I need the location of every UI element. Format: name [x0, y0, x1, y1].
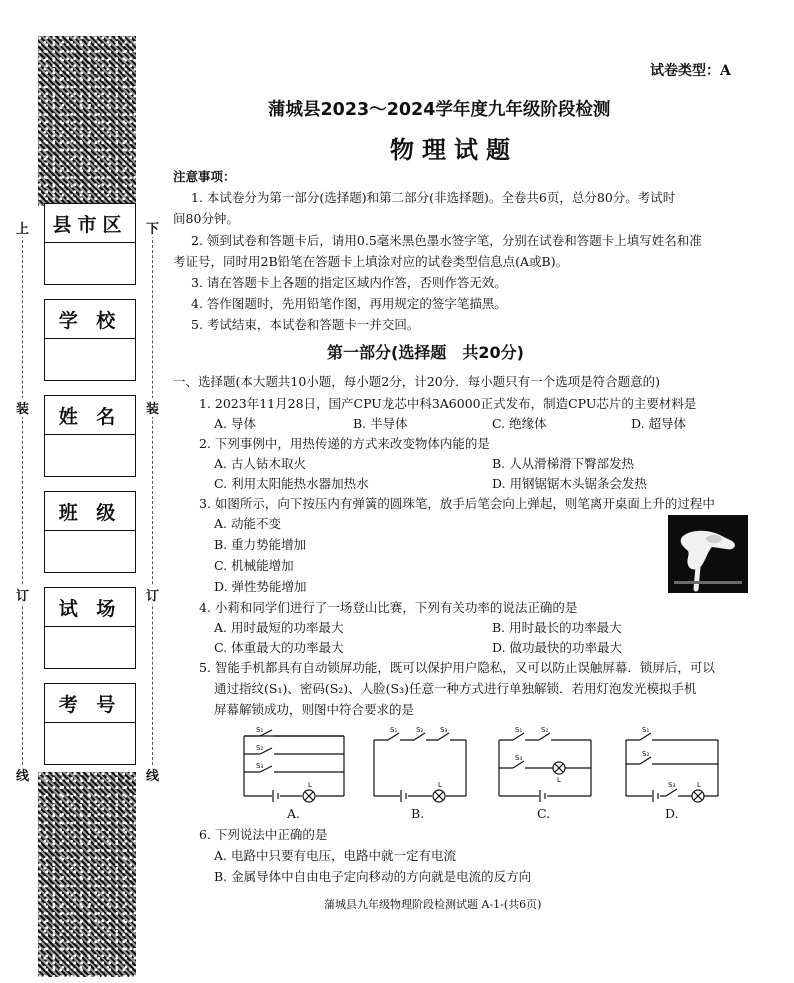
option: C. 绝缘体: [492, 416, 547, 431]
option: C. 机械能增加: [214, 558, 294, 573]
note-line: 5. 考试结束，本试卷和答题卡一并交回。: [191, 317, 420, 332]
option: C. 体重最大的功率最大: [214, 640, 344, 655]
pen-press-photo: [668, 515, 748, 593]
svg-text:L: L: [438, 781, 442, 789]
field-label: 班 级: [45, 492, 135, 531]
field-label: 试 场: [45, 588, 135, 627]
option: B. 人从滑梯滑下臀部发热: [492, 456, 635, 471]
side-char-left: 订: [16, 585, 29, 604]
question-4-stem: 4. 小莉和同学们进行了一场登山比赛，下列有关功率的说法正确的是: [199, 600, 578, 615]
svg-text:S₁: S₁: [642, 726, 650, 734]
binding-pattern-top: [38, 36, 136, 206]
note-line: 考证号，同时用2B铅笔在答题卡上填涂对应的试卷类型信息点(A或B)。: [173, 254, 569, 269]
svg-text:S₃: S₃: [668, 781, 676, 789]
binding-cut-line-left: [22, 230, 23, 770]
svg-text:L: L: [697, 781, 701, 789]
svg-text:S₂: S₂: [642, 750, 650, 758]
question-5-stem: 屏幕解锁成功，则图中符合要求的是: [214, 702, 415, 717]
option: A. 动能不变: [214, 516, 281, 531]
note-line: 2. 领到试卷和答题卡后，请用0.5毫米黑色墨水签字笔，分别在试卷和答题卡上填写姓名和准: [191, 233, 702, 248]
option: B. 用时最长的功率最大: [492, 620, 622, 635]
field-label: 学 校: [45, 300, 135, 339]
svg-text:S₂: S₂: [416, 726, 424, 734]
side-char-right: 订: [146, 585, 159, 604]
svg-text:S₃: S₃: [256, 762, 264, 770]
question-1-stem: 1. 2023年11月28日，国产CPU龙芯中科3A6000正式发布，制造CPU芯片的主要材料是: [199, 396, 697, 411]
option: A. 导体: [214, 416, 256, 431]
binding-cut-line-right: [152, 230, 153, 770]
option: A. 用时最短的功率最大: [214, 620, 344, 635]
option: A. 古人钻木取火: [214, 456, 306, 471]
circuit-b: [370, 728, 470, 803]
question-5-stem: 通过指纹(S₁)、密码(S₂)、人脸(S₃)任意一种方式进行单独解锁．若用灯泡发光模拟手机: [214, 681, 697, 696]
option: B. 半导体: [353, 416, 408, 431]
option: D. 做功最快的功率最大: [492, 640, 623, 655]
circuit-label: B.: [411, 806, 425, 821]
svg-text:S₂: S₂: [541, 726, 549, 734]
side-char-left: 线: [16, 765, 29, 784]
option: D. 用钢锯锯木头锯条会发热: [492, 476, 648, 491]
field-exam-number[interactable]: [44, 683, 136, 765]
field-label: 考 号: [45, 684, 135, 723]
circuit-label: D.: [665, 806, 679, 821]
circuit-c: [495, 728, 595, 803]
svg-text:S₁: S₁: [515, 726, 523, 734]
note-line: 间80分钟。: [173, 211, 239, 226]
side-char-right: 线: [146, 765, 159, 784]
question-2-stem: 2. 下列事例中，用热传递的方式来改变物体内能的是: [199, 436, 490, 451]
field-label: 县市区: [45, 204, 135, 243]
question-5-stem: 5. 智能手机都具有自动锁屏功能，既可以保护用户隐私，又可以防止误触屏幕．锁屏后，可以: [199, 660, 715, 675]
circuit-d: [622, 728, 722, 803]
exam-title: 蒲城县2023～2024学年度九年级阶段检测: [268, 100, 611, 120]
notes-heading: 注意事项：: [173, 169, 236, 184]
svg-text:S₂: S₂: [256, 744, 264, 752]
part1-heading: 第一部分(选择题 共20分): [327, 343, 524, 362]
question-3-stem: 3. 如图所示，向下按压内有弹簧的圆珠笔，放手后笔会向上弹起，则笔离开桌面上升的过程中: [199, 496, 715, 511]
side-char-left: 上: [16, 218, 29, 237]
svg-text:S₁: S₁: [390, 726, 398, 734]
binding-pattern-bottom: [38, 772, 136, 977]
svg-text:L: L: [557, 776, 561, 784]
note-line: 3. 请在答题卡上各题的指定区域内作答，否则作答无效。: [191, 275, 507, 290]
circuit-label: A.: [287, 806, 301, 821]
page-footer: 蒲城县九年级物理阶段检测试题 A-1-(共6页): [324, 898, 542, 911]
circuit-a: [240, 728, 350, 803]
field-county[interactable]: [44, 203, 136, 285]
subject-title: 物理试题: [390, 136, 518, 164]
paper-type: 试卷类型：A: [650, 63, 731, 79]
svg-text:L: L: [308, 781, 312, 789]
svg-text:S₃: S₃: [440, 726, 448, 734]
side-char-left: 装: [16, 398, 29, 417]
option: D. 弹性势能增加: [214, 579, 307, 594]
option: B. 重力势能增加: [214, 537, 307, 552]
side-char-right: 下: [146, 218, 159, 237]
field-label: 姓 名: [45, 396, 135, 435]
field-name[interactable]: [44, 395, 136, 477]
field-class[interactable]: [44, 491, 136, 573]
part1-instruction: 一、选择题(本大题共10小题，每小题2分，计20分．每小题只有一个选项是符合题意的): [173, 374, 661, 389]
side-char-right: 装: [146, 398, 159, 417]
field-school[interactable]: [44, 299, 136, 381]
field-exam-room[interactable]: [44, 587, 136, 669]
note-line: 1. 本试卷分为第一部分(选择题)和第二部分(非选择题)。全卷共6页，总分80分。考试时: [191, 190, 676, 205]
option: C. 利用太阳能热水器加热水: [214, 476, 369, 491]
option: A. 电路中只要有电压，电路中就一定有电流: [214, 848, 456, 863]
circuit-label: C.: [537, 806, 551, 821]
question-6-stem: 6. 下列说法中正确的是: [199, 827, 328, 842]
note-line: 4. 答作图题时，先用铅笔作图，再用规定的签字笔描黑。: [191, 296, 507, 311]
svg-text:S₃: S₃: [515, 754, 523, 762]
svg-text:S₁: S₁: [256, 726, 264, 734]
option: D. 超导体: [631, 416, 687, 431]
option: B. 金属导体中自由电子定向移动的方向就是电流的反方向: [214, 869, 532, 884]
